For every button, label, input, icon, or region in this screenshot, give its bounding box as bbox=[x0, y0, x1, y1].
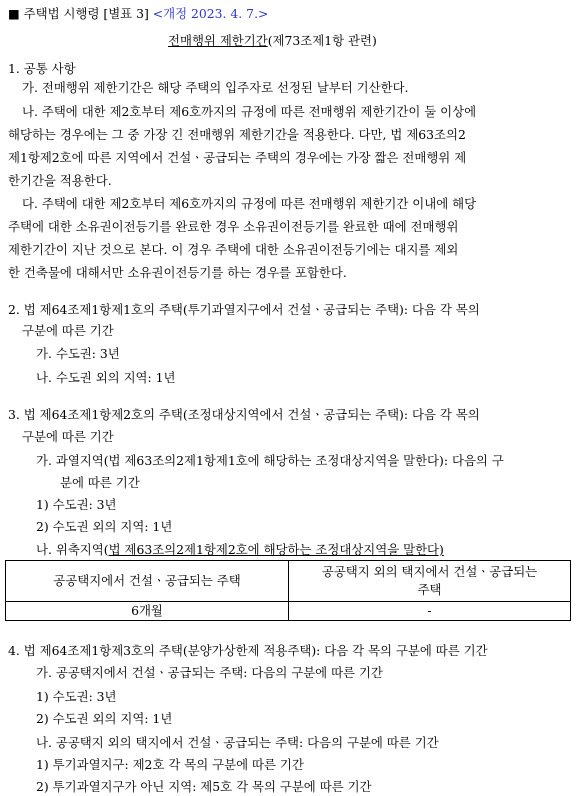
s3-na-underlined: 법 제63조의2제1항제2호에 해당하는 조정대상지역을 말한다) bbox=[108, 542, 444, 557]
s3-na bbox=[36, 541, 444, 559]
square-bullet: ■ bbox=[8, 6, 20, 21]
s3-ga-item1: 1) 수도권: 3년 bbox=[36, 497, 117, 512]
s1-na-line3: 제1항제2호에 따른 지역에서 건설ㆍ공급되는 주택의 경우에는 가장 짧은 전매행위 제 bbox=[8, 150, 467, 165]
table-cell-public-value: 6개월 bbox=[6, 602, 289, 621]
s1-na-line1: 나. 주택에 대한 제2호부터 제6호까지의 규정에 따른 전매행위 제한기간이 둘 이상에 bbox=[22, 104, 477, 119]
section-4-heading: 4. 법 제64조제1항제3호의 주택(분양가상한제 적용주택): 다음 각 목의 구분에 따른 기간 bbox=[8, 643, 488, 658]
section-2-heading-line2: 구분에 따른 기간 bbox=[22, 323, 114, 338]
section-1-heading: 1. 공통 사항 bbox=[8, 61, 76, 76]
document-title bbox=[168, 32, 377, 50]
table-row bbox=[6, 602, 571, 621]
s4-na-item1: 1) 투기과열지구: 제2호 각 목의 구분에 따른 기간 bbox=[36, 757, 304, 772]
s2-na: 나. 수도권 외의 지역: 1년 bbox=[36, 370, 176, 385]
s4-na: 나. 공공택지 외의 택지에서 건설ㆍ공급되는 주택: 다음의 구분에 따른 기간 bbox=[36, 735, 439, 750]
title-main: 전매행위 제한기간 bbox=[168, 33, 268, 48]
s3-ga-line2: 분에 따른 기간 bbox=[60, 475, 140, 490]
table-header-cell-non-public bbox=[289, 561, 571, 602]
section-2-heading-line1: 2. 법 제64조제1항제1호의 주택(투기과열지구에서 건설ㆍ공급되는 주택): 다음 각 목의 bbox=[8, 302, 480, 317]
s1-da-line2: 주택에 대한 소유권이전등기를 완료한 경우 소유권이전등기를 완료한 때에 전매행위 bbox=[8, 219, 459, 234]
s3-ga-line1: 가. 과열지역(법 제63조의2제1항제1호에 해당하는 조정대상지역을 말한다): 다음의 구 bbox=[36, 453, 504, 468]
title-suffix: (제73조제1항 관련) bbox=[267, 33, 377, 48]
s4-ga: 가. 공공택지에서 건설ㆍ공급되는 주택: 다음의 구분에 따른 기간 bbox=[36, 665, 383, 680]
header-line1: 공공택지 외의 택지에서 건설ㆍ공급되는 bbox=[321, 564, 538, 579]
s1-na-line2: 해당하는 경우에는 그 중 가장 긴 전매행위 제한기간을 적용한다. 다만, 법 제63조의2 bbox=[8, 127, 466, 142]
header-line2: 주택 bbox=[417, 582, 442, 597]
s1-da-line1: 다. 주택에 대한 제2호부터 제6호까지의 규정에 따른 전매행위 제한기간 이내에 해당 bbox=[22, 196, 477, 211]
table-header-row bbox=[6, 561, 571, 602]
s4-ga-item1: 1) 수도권: 3년 bbox=[36, 689, 117, 704]
section-3-heading-line2: 구분에 따른 기간 bbox=[22, 429, 114, 444]
s1-da-line4: 한 건축물에 대해서만 소유권이전등기를 하는 경우를 포함한다. bbox=[8, 265, 347, 280]
law-reference: 주택법 시행령 [별표 3] bbox=[23, 6, 149, 21]
s1-ga: 가. 전매행위 제한기간은 해당 주택의 입주자로 선정된 날부터 기산한다. bbox=[22, 80, 409, 95]
table-header-cell-public: 공공택지에서 건설ㆍ공급되는 주택 bbox=[6, 561, 289, 602]
s2-ga: 가. 수도권: 3년 bbox=[36, 346, 120, 361]
s4-ga-item2: 2) 수도권 외의 지역: 1년 bbox=[36, 711, 173, 726]
amendment-note: <개정 2023. 4. 7.> bbox=[152, 6, 269, 21]
table-cell-non-public-value: - bbox=[289, 602, 571, 621]
section-3-heading-line1: 3. 법 제64조제1항제2호의 주택(조정대상지역에서 건설ㆍ공급되는 주택): 다음 각 목의 bbox=[8, 407, 480, 422]
s4-na-item2: 2) 투기과열지구가 아닌 지역: 제5호 각 목의 구분에 따른 기간 bbox=[36, 779, 372, 794]
s3-ga-item2: 2) 수도권 외의 지역: 1년 bbox=[36, 519, 173, 534]
s1-da-line3: 제한기간이 지난 것으로 본다. 이 경우 주택에 대한 소유권이전등기에는 대지를 제외 bbox=[8, 242, 459, 257]
document-header bbox=[8, 5, 268, 23]
s3-na-prefix: 나. 위축지역( bbox=[36, 542, 109, 557]
period-table bbox=[5, 560, 571, 621]
s1-na-line4: 한기간을 적용한다. bbox=[8, 173, 112, 188]
